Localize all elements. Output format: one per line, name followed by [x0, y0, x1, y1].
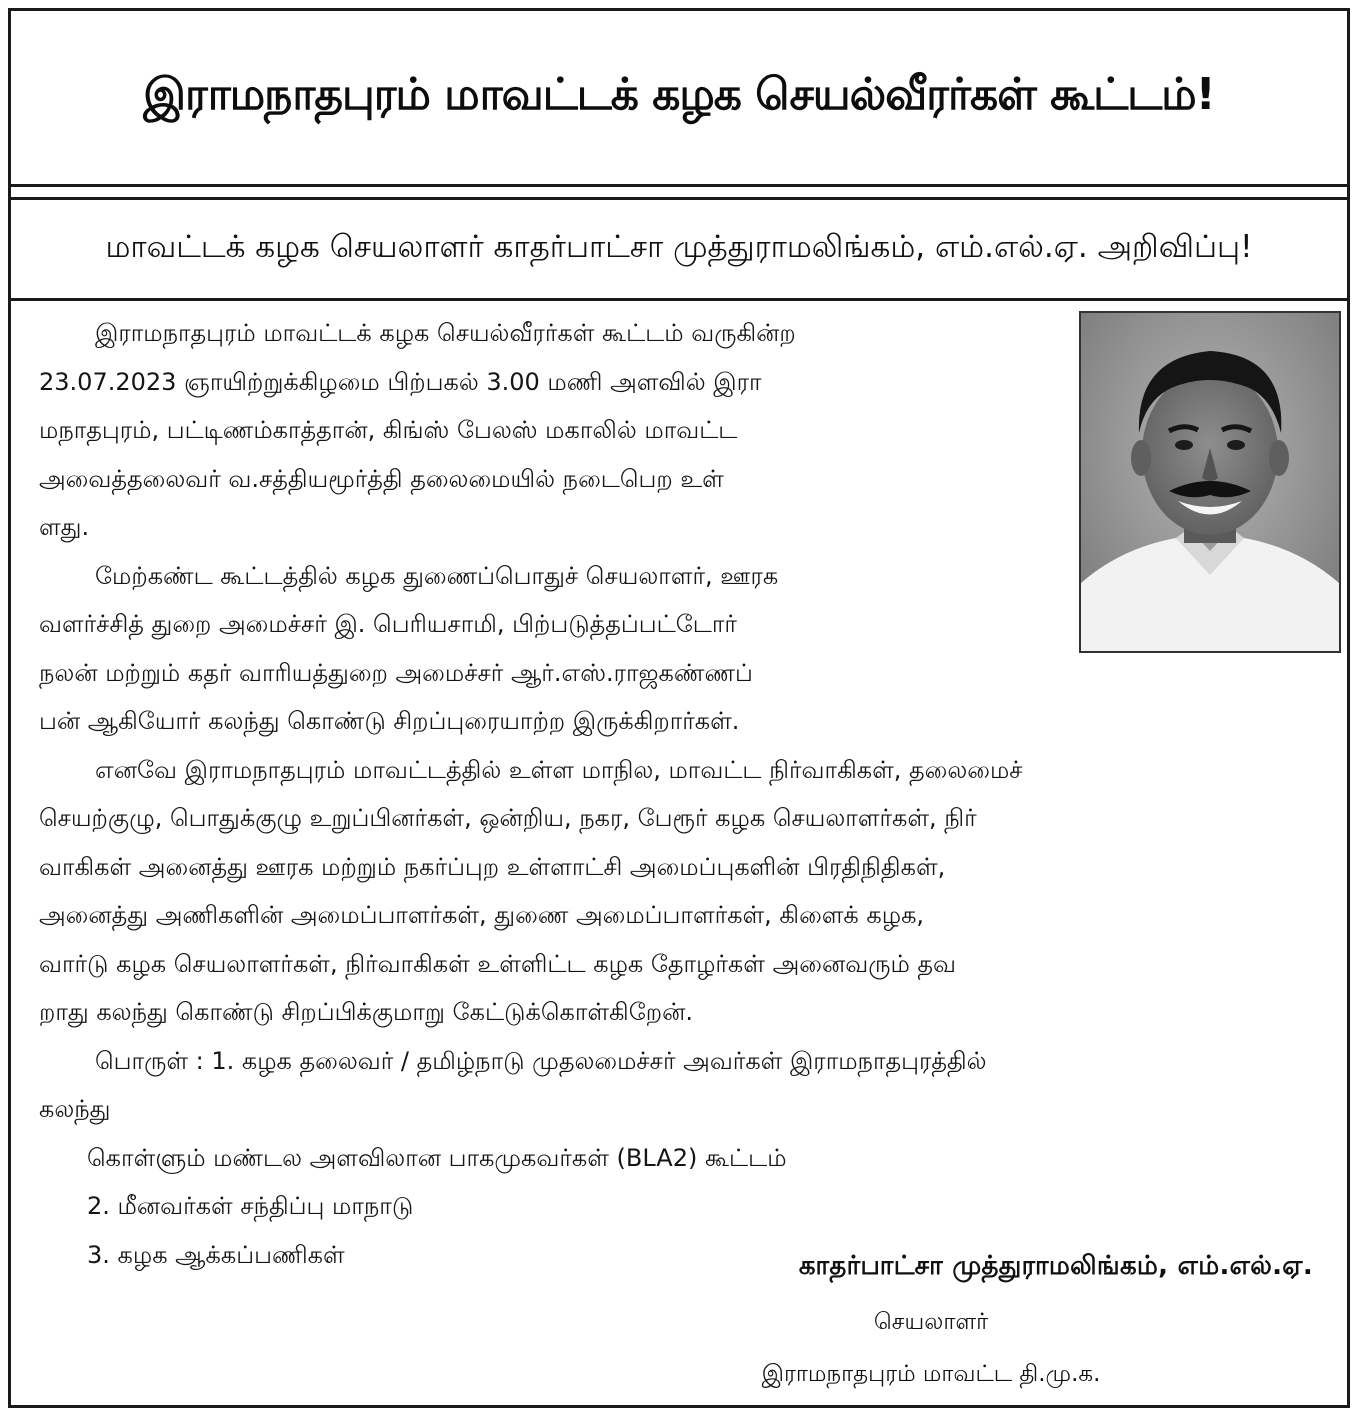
paragraph-2-line: நலன் மற்றும் கதர் வாரியத்துறை அமைச்சர் ஆர்.எஸ்.ராஜகண்ணப்: [39, 658, 753, 687]
paragraph-1-line: இராமநாதபுரம் மாவட்டக் கழக செயல்வீரர்கள் கூட்டம் வருகின்ற: [95, 319, 796, 347]
paragraph-2-line: பன் ஆகியோர் கலந்து கொண்டு சிறப்புரையாற்ற இருக்கிறார்கள்.: [39, 707, 740, 735]
paragraph-2-line: வளர்ச்சித் துறை அமைச்சர் இ. பெரியசாமி, பிற்படுத்தப்பட்டோர்: [39, 610, 737, 638]
paragraph-3-line: எனவே இராமநாதபுரம் மாவட்டத்தில் உள்ள மாநில, மாவட்ட நிர்வாகிகள், தலைமைச்: [95, 755, 1023, 784]
notice-body: [39, 309, 1329, 1279]
paragraph-1-line: 23.07.2023 ஞாயிற்றுக்கிழமை பிற்பகல் 3.00 மணி அளவில் இரா: [39, 367, 762, 396]
agenda-item: 3. கழக ஆக்கப்பணிகள்: [87, 1240, 345, 1269]
paragraph-3: [39, 746, 1329, 1037]
signature-org: இராமநாதபுரம் மாவட்ட தி.மு.க.: [761, 1361, 1101, 1387]
paragraph-1-line: மநாதபுரம், பட்டிணம்காத்தான், கிங்ஸ் பேலஸ் மகாலில் மாவட்ட: [39, 416, 738, 444]
paragraph-1-line: அவைத்தலைவர் வ.சத்தியமூர்த்தி தலைமையில் நடைபெற உள்: [39, 464, 724, 493]
agenda-item: பொருள் : 1. கழக தலைவர் / தமிழ்நாடு முதலமைச்சர் அவர்கள் இராமநாதபுரத்தில்: [95, 1046, 987, 1075]
paragraph-2-line: மேற்கண்ட கூட்டத்தில் கழக துணைப்பொதுச் செயலாளர், ஊரக: [95, 561, 779, 590]
paragraph-1: [39, 309, 1069, 552]
paragraph-3-line: அனைத்து அணிகளின் அமைப்பாளர்கள், துணை அமைப்பாளர்கள், கிளைக் கழக,: [39, 901, 925, 929]
signature-name: காதர்பாட்சா முத்துராமலிங்கம், எம்.எல்.ஏ.: [798, 1251, 1313, 1281]
notice-subheadline: மாவட்டக் கழக செயலாளர் காதர்பாட்சா முத்துராமலிங்கம், எம்.எல்.ஏ. அறிவிப்பு!: [11, 197, 1347, 301]
paragraph-3-line: செயற்குழு, பொதுக்குழு உறுப்பினர்கள், ஒன்றிய, நகர, பேரூர் கழக செயலாளர்கள், நிர்: [39, 804, 977, 832]
agenda: [39, 1037, 1329, 1280]
signature-role: செயலாளர்: [873, 1309, 989, 1335]
notice-frame: [8, 8, 1350, 1408]
paragraph-3-line: வாகிகள் அனைத்து ஊரக மற்றும் நகர்ப்புற உள்ளாட்சி அமைப்புகளின் பிரதிநிதிகள்,: [39, 852, 946, 881]
paragraph-2: [39, 552, 1069, 746]
agenda-item: கலந்து: [39, 1095, 111, 1123]
paragraph-1-line: ளது.: [39, 513, 90, 541]
paragraph-3-line: வார்டு கழக செயலாளர்கள், நிர்வாகிகள் உள்ளிட்ட கழக தோழர்கள் அனைவரும் தவ: [39, 949, 956, 978]
notice-headline: இராமநாதபுரம் மாவட்டக் கழக செயல்வீரர்கள் கூட்டம்!: [11, 11, 1347, 187]
agenda-item: கொள்ளும் மண்டல அளவிலான பாகமுகவர்கள் (BLA2) கூட்டம்: [87, 1143, 787, 1172]
paragraph-3-line: றாது கலந்து கொண்டு சிறப்பிக்குமாறு கேட்டுக்கொள்கிறேன்.: [39, 998, 693, 1026]
agenda-item: 2. மீனவர்கள் சந்திப்பு மாநாடு: [87, 1192, 414, 1220]
